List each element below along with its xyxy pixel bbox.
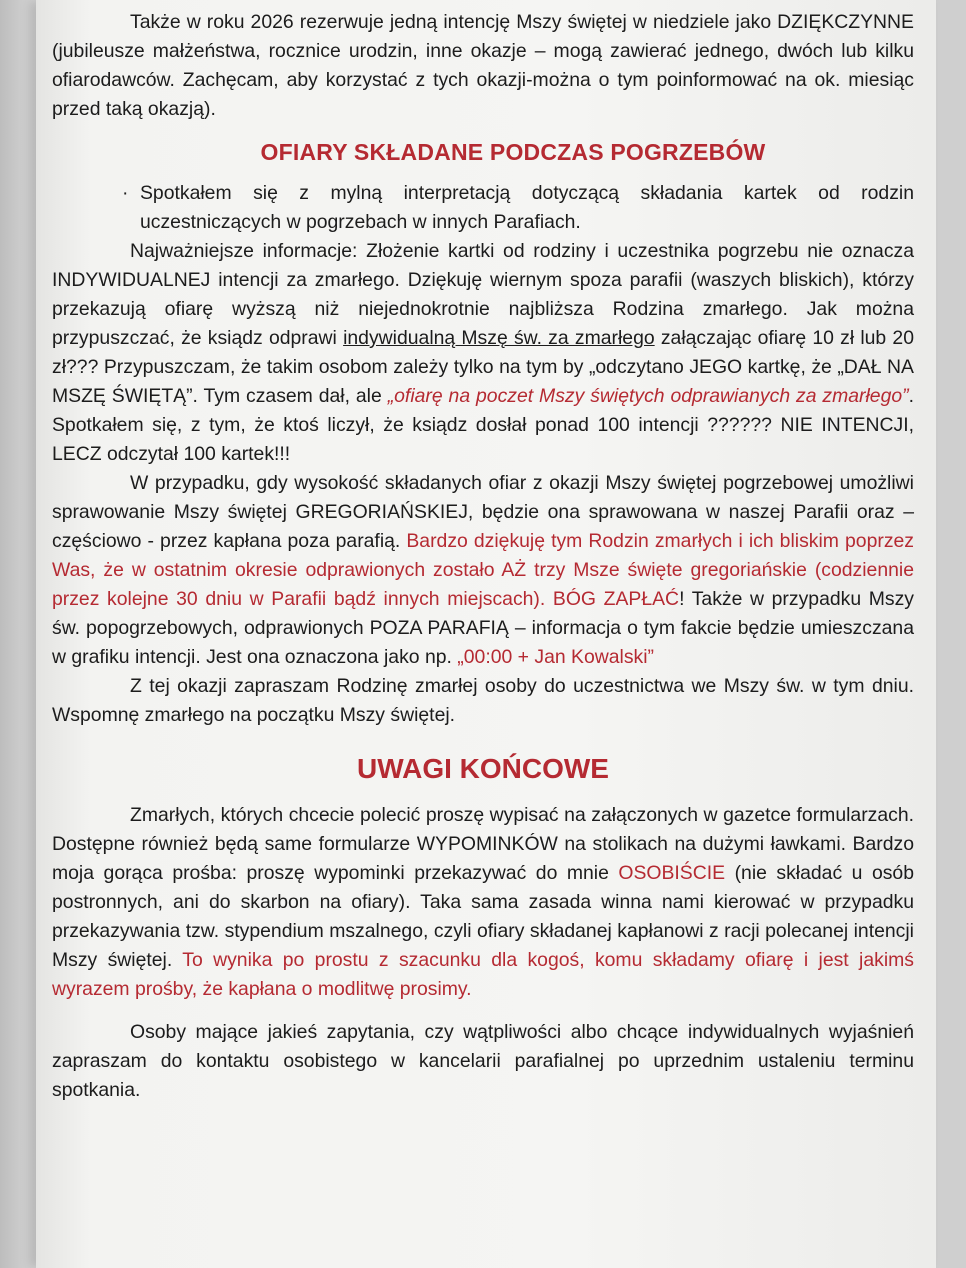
heading-final-remarks: UWAGI KOŃCOWE	[357, 753, 609, 784]
gregorian-text-b: ! Także w przypadku Mszy św. popogrzebowych, odprawionych POZA PARAFIĄ – informacja o tym fakcie będzie umieszczana w grafiku intencji. Jest ona oznaczona jako np.	[52, 588, 914, 668]
paragraph-key-information	[52, 237, 914, 469]
paper-edge	[0, 0, 40, 1268]
bullet-mark: ·	[122, 182, 129, 204]
forms-respect-red: To wynika po prostu z szacunku dla kogoś, komu składamy ofiarę i jest jakimś wyrazem prośby, że kapłana o modlitwę prosimy.	[52, 949, 914, 1000]
heading-funeral-offerings: OFIARY SKŁADANE PODCZAS POGRZEBÓW	[260, 139, 766, 165]
paragraph-remembrance-forms	[52, 801, 914, 1004]
paragraph-misinterpretation-text: Spotkałem się z mylną interpretacją dotyczącą składania kartek od rodzin uczestniczących w pogrzebach w innych Parafiach.	[140, 182, 914, 233]
spacer	[52, 1004, 914, 1018]
key-info-underlined: indywidualną Mszę św. za zmarłego	[343, 327, 655, 349]
paragraph-gregorian-masses	[52, 469, 914, 672]
gregorian-text-a: W przypadku, gdy wysokość składanych ofiar z okazji Mszy świętej pogrzebowej umożliwi sprawowanie Mszy świętej GREGORIAŃSKIEJ, będzie ona sprawowana w naszej Parafii oraz – częściowo - przez kapłana poza parafią.	[52, 472, 914, 552]
paragraph-misinterpretation	[52, 179, 914, 237]
paragraph-contact: Osoby mające jakieś zapytania, czy wątpliwości albo chcące indywidualnych wyjaśnień zapraszam do kontaktu osobistego w kancelarii parafialnej po uprzednim ustaleniu terminu spotkania.	[52, 1021, 914, 1101]
key-info-text-a: Najważniejsze informacje: Złożenie kartki od rodziny i uczestnika pogrzebu nie oznacza INDYWIDUALNEJ intencji za zmarłego. Dziękuję wiernym spoza parafii (waszych bliskich), którzy przekazują ofiarę wyższą niż niejednokrotnie najbliższa Rodzina zmarłego. Jak można przypuszczać, że ksiądz odprawi	[52, 240, 914, 349]
key-info-red-italic: „ofiarę na poczet Mszy świętych odprawianych za zmarłego”	[387, 385, 909, 407]
forms-text-a: Zmarłych, których chcecie polecić proszę wypisać na załączonych w gazetce formularzach. Dostępne również będą same formularze WYPOMINKÓW na stolikach na dużymi ławkami. Bardzo moja gorąca prośba: proszę wypominki przekazywać do mnie	[52, 804, 914, 884]
key-info-text-c: . Spotkałem się, z tym, że ktoś liczył, że ksiądz dosłał ponad 100 intencji ?????? NIE INTENCJI, LECZ odczytał 100 kartek!!!	[52, 385, 914, 465]
forms-text-b: (nie składać u osób postronnych, ani do skarbon na ofiary). Taka sama zasada winna nami kierować w przypadku przekazywania tzw. stypendium mszalnego, czyli ofiary składanej kapłanowi z racji polecanej intencji Mszy świętej.	[52, 862, 914, 971]
gregorian-example-red: „00:00 + Jan Kowalski”	[457, 646, 654, 668]
bulletin-content	[52, 8, 914, 1105]
paragraph-invitation: Z tej okazji zapraszam Rodzinę zmarłej osoby do uczestnictwa we Mszy św. w tym dniu. Wspomnę zmarłego na początku Mszy świętej.	[52, 675, 914, 726]
forms-personally-red: OSOBIŚCIE	[618, 862, 726, 884]
paragraph-thanksgiving-masses: Także w roku 2026 rezerwuje jedną intencję Mszy świętej w niedziele jako DZIĘKCZYNNE (jubileusze małżeństwa, rocznice urodzin, inne okazje – mogą zawierać jednego, dwóch lub kilku ofiarodawców. Zachęcam, aby korzystać z tych okazji-można o tym poinformować na ok. miesiąc przed taką okazją).	[52, 11, 914, 120]
gregorian-thanks-red: Bardzo dziękuję tym Rodzin zmarłych i ich bliskim poprzez Was, że w ostatnim okresie odprawionych zostało AŻ trzy Msze święte gregoriańskie (codziennie przez kolejne 30 dniu w Parafii bądź innych miejscach). BÓG ZAPŁAĆ	[52, 530, 914, 610]
key-info-text-b: załączając ofiarę 10 zł lub 20 zł??? Przypuszczam, że takim osobom zależy tylko na tym by „odczytano JEGO kartkę, że „DAŁ NA MSZĘ ŚWIĘTĄ”. Tym czasem dał, ale	[52, 327, 915, 407]
